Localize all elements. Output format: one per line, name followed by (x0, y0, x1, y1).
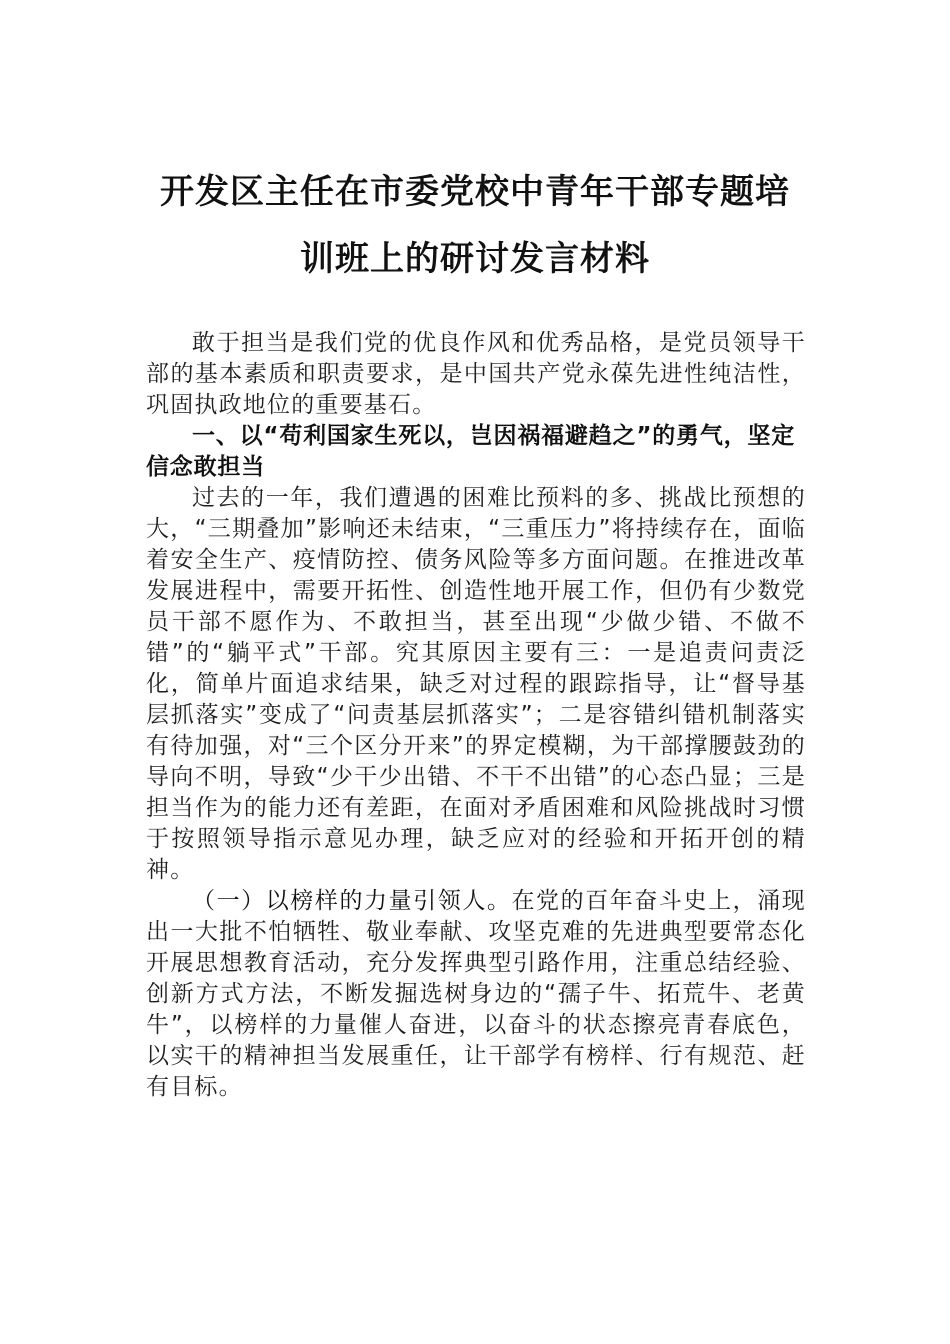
subsection-paragraph (146, 886, 806, 1103)
document-title-line-2: 训班上的研讨发言材料 (300, 239, 650, 279)
section-paragraph: 过去的一年，我们遭遇的困难比预料的多、挑战比预想的大，“三期叠加”影响还未结束，“三重压力”将持续存在，面临着安全生产、疫情防控、债务风险等多方面问题。在推进改革发展进程中，需要开拓性、创造性地开展工作，但仍有少数党员干部不愿作为、不敢担当，甚至出现“少做少错、不做不错”的“躺平式”干部。究其原因主要有三：一是追责问责泛化，简单片面追求结果，缺乏对过程的跟踪指导，让“督导基层抓落实”变成了“问责基层抓落实”；二是容错纠错机制落实有待加强，对“三个区分开来”的界定模糊，为干部撑腰鼓劲的导向不明，导致“少干少出错、不干不出错”的心态凸显；三是担当作为的能力还有差距，在面对矛盾困难和风险挑战时习惯于按照领导指示意见办理，缺乏应对的经验和开拓开创的精神。 (146, 485, 806, 883)
section-heading: 一、以“苟利国家生死以，岂因祸福避趋之”的勇气，坚定信念敢担当 (146, 423, 796, 480)
document-body (146, 328, 806, 1103)
subsection-heading: （一）以榜样的力量引领人。 (192, 888, 512, 914)
intro-paragraph: 敢于担当是我们党的优良作风和优秀品格，是党员领导干部的基本素质和职责要求，是中国共产党永葆先进性纯洁性，巩固执政地位的重要基石。 (146, 330, 806, 418)
subsection-body: 在党的百年奋斗史上，涌现出一大批不怕牺牲、敬业奉献、攻坚克难的先进典型要常态化开展思想教育活动，充分发挥典型引路作用，注重总结经验、创新方式方法，不断发掘选树身边的“孺子牛、拓荒牛、老黄牛”，以榜样的力量催人奋进，以奋斗的状态擦亮青春底色，以实干的精神担当发展重任，让干部学有榜样、行有规范、赶有目标。 (146, 888, 806, 1100)
document-title-line-1: 开发区主任在市委党校中青年干部专题培 (160, 172, 790, 212)
